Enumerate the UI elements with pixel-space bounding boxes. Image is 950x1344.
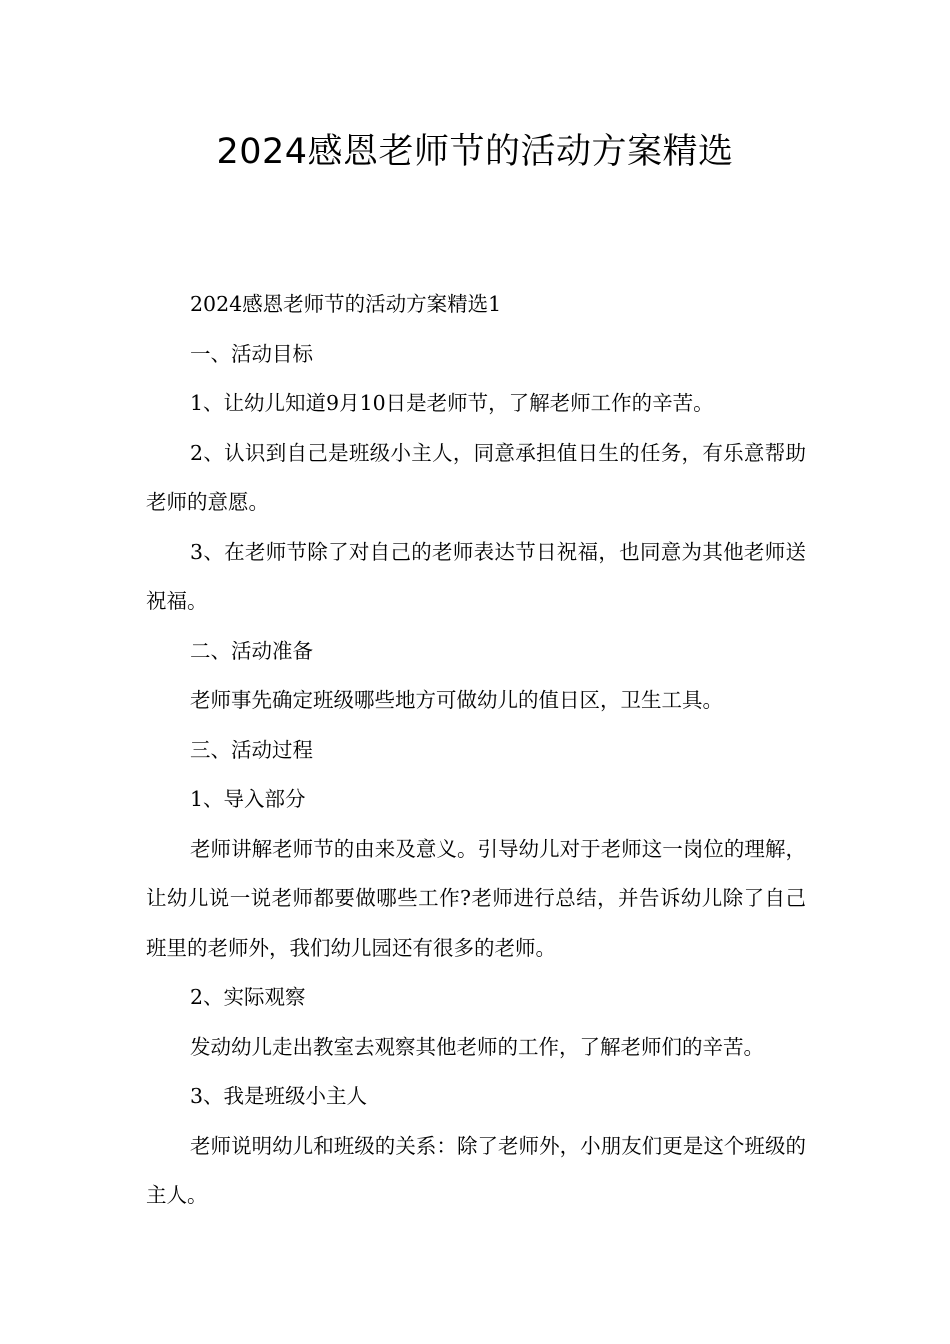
- document-body: [146, 280, 806, 1221]
- body-paragraph: 老师事先确定班级哪些地方可做幼儿的值日区，卫生工具。: [190, 688, 723, 712]
- subsection-heading: 2、实际观察: [190, 985, 306, 1009]
- body-paragraph: 老师说明幼儿和班级的关系：除了老师外，小朋友们更是这个班级的主人。: [146, 1133, 806, 1207]
- section-heading: 2024感恩老师节的活动方案精选1: [190, 292, 502, 316]
- body-paragraph: 老师讲解老师节的由来及意义。引导幼儿对于老师这一岗位的理解，让幼儿说一说老师都要做哪些工作?老师进行总结，并告诉幼儿除了自己班里的老师外，我们幼儿园还有很多的老师。: [146, 836, 806, 960]
- subsection-heading: 1、导入部分: [190, 787, 306, 811]
- section-heading: 二、活动准备: [190, 638, 313, 663]
- section-heading: 三、活动过程: [190, 737, 313, 762]
- body-paragraph: 发动幼儿走出教室去观察其他老师的工作，了解老师们的辛苦。: [190, 1034, 764, 1059]
- section-heading: 一、活动目标: [190, 341, 313, 366]
- subsection-heading: 3、我是班级小主人: [190, 1084, 368, 1108]
- document-title: 2024感恩老师节的活动方案精选: [216, 132, 734, 172]
- body-paragraph: 3、在老师节除了对自己的老师表达节日祝福，也同意为其他老师送祝福。: [146, 539, 806, 613]
- body-paragraph: 2、认识到自己是班级小主人，同意承担值日生的任务，有乐意帮助老师的意愿。: [146, 440, 806, 514]
- body-paragraph: 1、让幼儿知道9月10日是老师节，了解老师工作的辛苦。: [190, 391, 714, 415]
